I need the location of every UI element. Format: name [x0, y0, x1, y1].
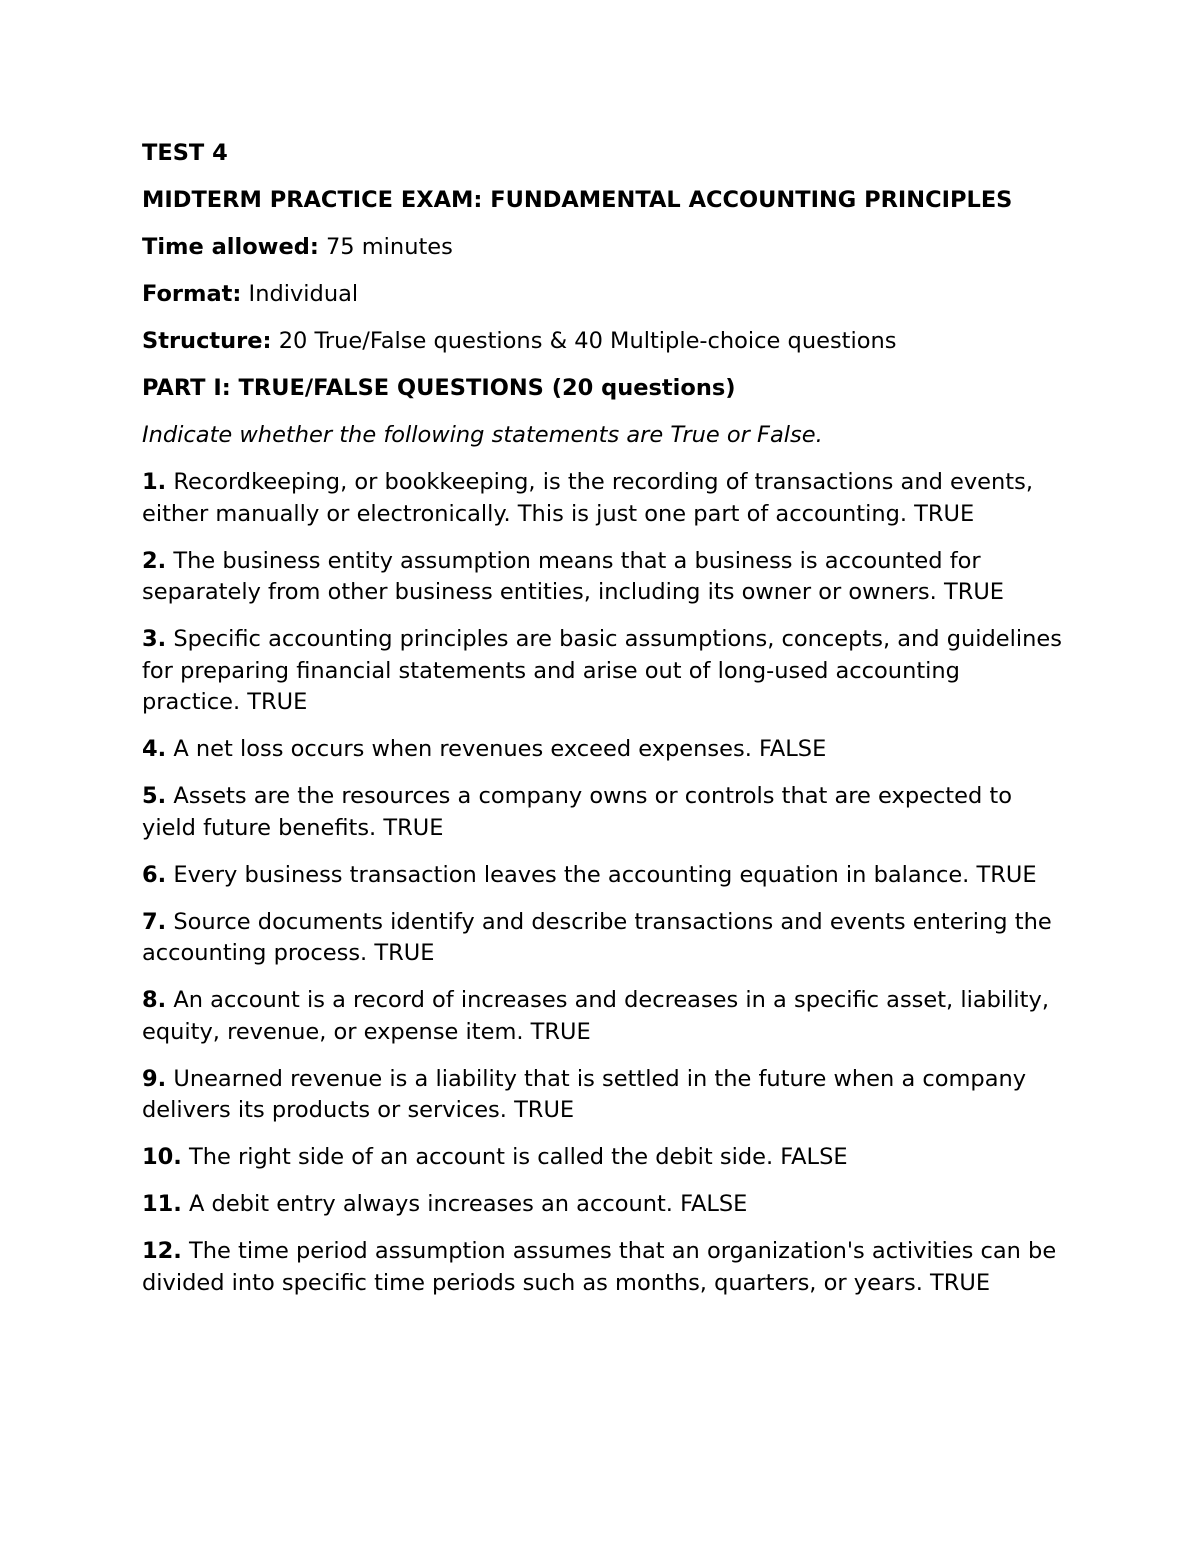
question-text: A net loss occurs when revenues exceed expenses. FALSE [166, 736, 827, 762]
time-allowed-label: Time allowed: [142, 234, 319, 260]
question-text: The business entity assumption means that a business is accounted for separately from other business entities, including its owner or owners. TRUE [142, 547, 1005, 605]
question-item [142, 1189, 1062, 1221]
test-label: TEST 4 [142, 140, 228, 166]
question-text: Unearned revenue is a liability that is settled in the future when a company delivers its products or services. TRUE [142, 1065, 1027, 1123]
time-allowed-value: 75 minutes [318, 234, 453, 260]
question-item [142, 546, 1062, 609]
question-item [142, 1142, 1062, 1174]
question-item [142, 1064, 1062, 1127]
question-text: Specific accounting principles are basic assumptions, concepts, and guidelines for preparing financial statements and arise out of long-used accounting practice. TRUE [142, 626, 1062, 715]
question-item [142, 781, 1062, 844]
question-number: 1. [142, 469, 167, 495]
structure-label: Structure: [142, 328, 272, 354]
question-number: 3. [142, 626, 167, 652]
question-item [142, 734, 1062, 766]
question-number: 8. [142, 987, 167, 1013]
question-number: 4. [142, 736, 167, 762]
question-item [142, 624, 1062, 719]
question-text: Recordkeeping, or bookkeeping, is the recording of transactions and events, either manually or electronically. This is just one part of accounting. TRUE [142, 469, 1033, 527]
question-item [142, 907, 1062, 970]
format-label: Format: [142, 281, 242, 307]
structure-line [142, 326, 1062, 358]
part1-heading: PART I: TRUE/FALSE QUESTIONS (20 questions) [142, 375, 736, 401]
question-text: Source documents identify and describe transactions and events entering the accounting process. TRUE [142, 908, 1052, 966]
question-text: Assets are the resources a company owns or controls that are expected to yield future benefits. TRUE [142, 783, 1012, 841]
format-line [142, 279, 1062, 311]
question-number: 5. [142, 783, 167, 809]
question-item [142, 1236, 1062, 1299]
structure-value: 20 True/False questions & 40 Multiple-choice questions [271, 328, 897, 354]
question-text: An account is a record of increases and decreases in a specific asset, liability, equity, revenue, or expense item. TRUE [142, 987, 1049, 1045]
question-number: 7. [142, 908, 167, 935]
time-allowed-line [142, 232, 1062, 264]
question-number: 10. [142, 1144, 182, 1170]
question-list [142, 467, 1062, 1299]
document-page [142, 138, 1062, 1315]
question-item [142, 860, 1062, 892]
exam-title: MIDTERM PRACTICE EXAM: FUNDAMENTAL ACCOUNTING PRINCIPLES [142, 187, 1013, 213]
question-item [142, 467, 1062, 530]
format-value: Individual [241, 281, 359, 307]
question-number: 9. [142, 1065, 167, 1092]
question-number: 6. [142, 861, 167, 888]
question-number: 2. [142, 547, 167, 574]
question-text: Every business transaction leaves the accounting equation in balance. TRUE [166, 861, 1037, 888]
part1-instructions: Indicate whether the following statements are True or False. [142, 422, 823, 448]
question-text: The right side of an account is called the debit side. FALSE [181, 1144, 848, 1170]
question-number: 12. [142, 1238, 182, 1264]
question-text: A debit entry always increases an account. FALSE [181, 1191, 748, 1217]
question-text: The time period assumption assumes that an organization's activities can be divided into specific time periods such as months, quarters, or years. TRUE [142, 1238, 1057, 1296]
question-number: 11. [142, 1191, 182, 1217]
question-item [142, 985, 1062, 1048]
